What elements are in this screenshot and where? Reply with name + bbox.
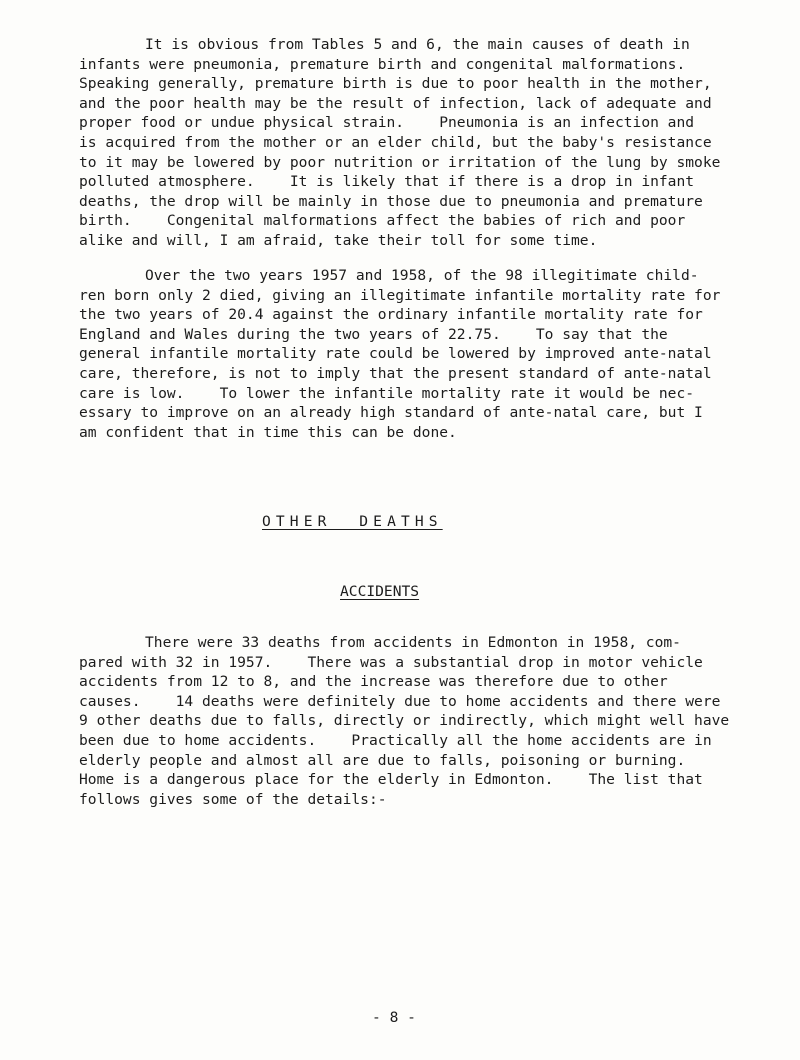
text-line: elderly people and almost all are due to falls, poisoning or burning. xyxy=(79,751,686,769)
paragraph-illegitimate-infant-mortality xyxy=(79,266,739,442)
text-line: general infantile mortality rate could be lowered by improved ante-natal xyxy=(79,345,712,363)
text-line: to it may be lowered by poor nutrition or irritation of the lung by smoke xyxy=(79,153,721,171)
section-heading-accidents: ACCIDENTS xyxy=(340,583,420,600)
text-line: follows gives some of the details:- xyxy=(79,790,387,808)
text-line: is acquired from the mother or an elder child, but the baby's resistance xyxy=(79,133,712,151)
text-line: Speaking generally, premature birth is due to poor health in the mother, xyxy=(79,75,712,93)
text-line: polluted atmosphere. It is likely that if there is a drop in infant xyxy=(79,173,695,191)
text-line: 9 other deaths due to falls, directly or indirectly, which might well have xyxy=(79,712,730,730)
text-line: and the poor health may be the result of infection, lack of adequate and xyxy=(79,94,712,112)
text-line: care is low. To lower the infantile mortality rate it would be nec- xyxy=(79,384,695,402)
text-line: deaths, the drop will be mainly in those due to pneumonia and premature xyxy=(79,192,703,210)
paragraph-accidents xyxy=(79,633,739,809)
text-line: infants were pneumonia, premature birth and congenital malformations. xyxy=(79,55,686,73)
text-line: pared with 32 in 1957. There was a substantial drop in motor vehicle xyxy=(79,653,703,671)
text-line: England and Wales during the two years of 22.75. To say that the xyxy=(79,325,668,343)
text-line: birth. Congenital malformations affect the babies of rich and poor xyxy=(79,212,686,230)
text-line: causes. 14 deaths were definitely due to home accidents and there were xyxy=(79,692,721,710)
text-line: Home is a dangerous place for the elderly in Edmonton. The list that xyxy=(79,771,703,789)
text-line: am confident that in time this can be done. xyxy=(79,423,457,441)
text-line: the two years of 20.4 against the ordinary infantile mortality rate for xyxy=(79,306,703,324)
text-line: It is obvious from Tables 5 and 6, the main causes of death in xyxy=(145,36,690,53)
text-line: accidents from 12 to 8, and the increase was therefore due to other xyxy=(79,673,668,691)
section-heading-other-deaths: OTHER DEATHS xyxy=(262,513,443,530)
text-line: proper food or undue physical strain. Pneumonia is an infection and xyxy=(79,114,695,132)
page-number: - 8 - xyxy=(372,1009,416,1026)
text-line: Over the two years 1957 and 1958, of the 98 illegitimate child- xyxy=(145,267,699,284)
text-line: essary to improve on an already high standard of ante-natal care, but I xyxy=(79,404,703,422)
paragraph-infant-deaths-causes xyxy=(79,35,739,251)
text-line: alike and will, I am afraid, take their toll for some time. xyxy=(79,231,598,249)
text-line: There were 33 deaths from accidents in Edmonton in 1958, com- xyxy=(145,634,681,651)
text-line: care, therefore, is not to imply that the present standard of ante-natal xyxy=(79,364,712,382)
text-line: been due to home accidents. Practically all the home accidents are in xyxy=(79,731,712,749)
text-line: ren born only 2 died, giving an illegitimate infantile mortality rate for xyxy=(79,286,721,304)
